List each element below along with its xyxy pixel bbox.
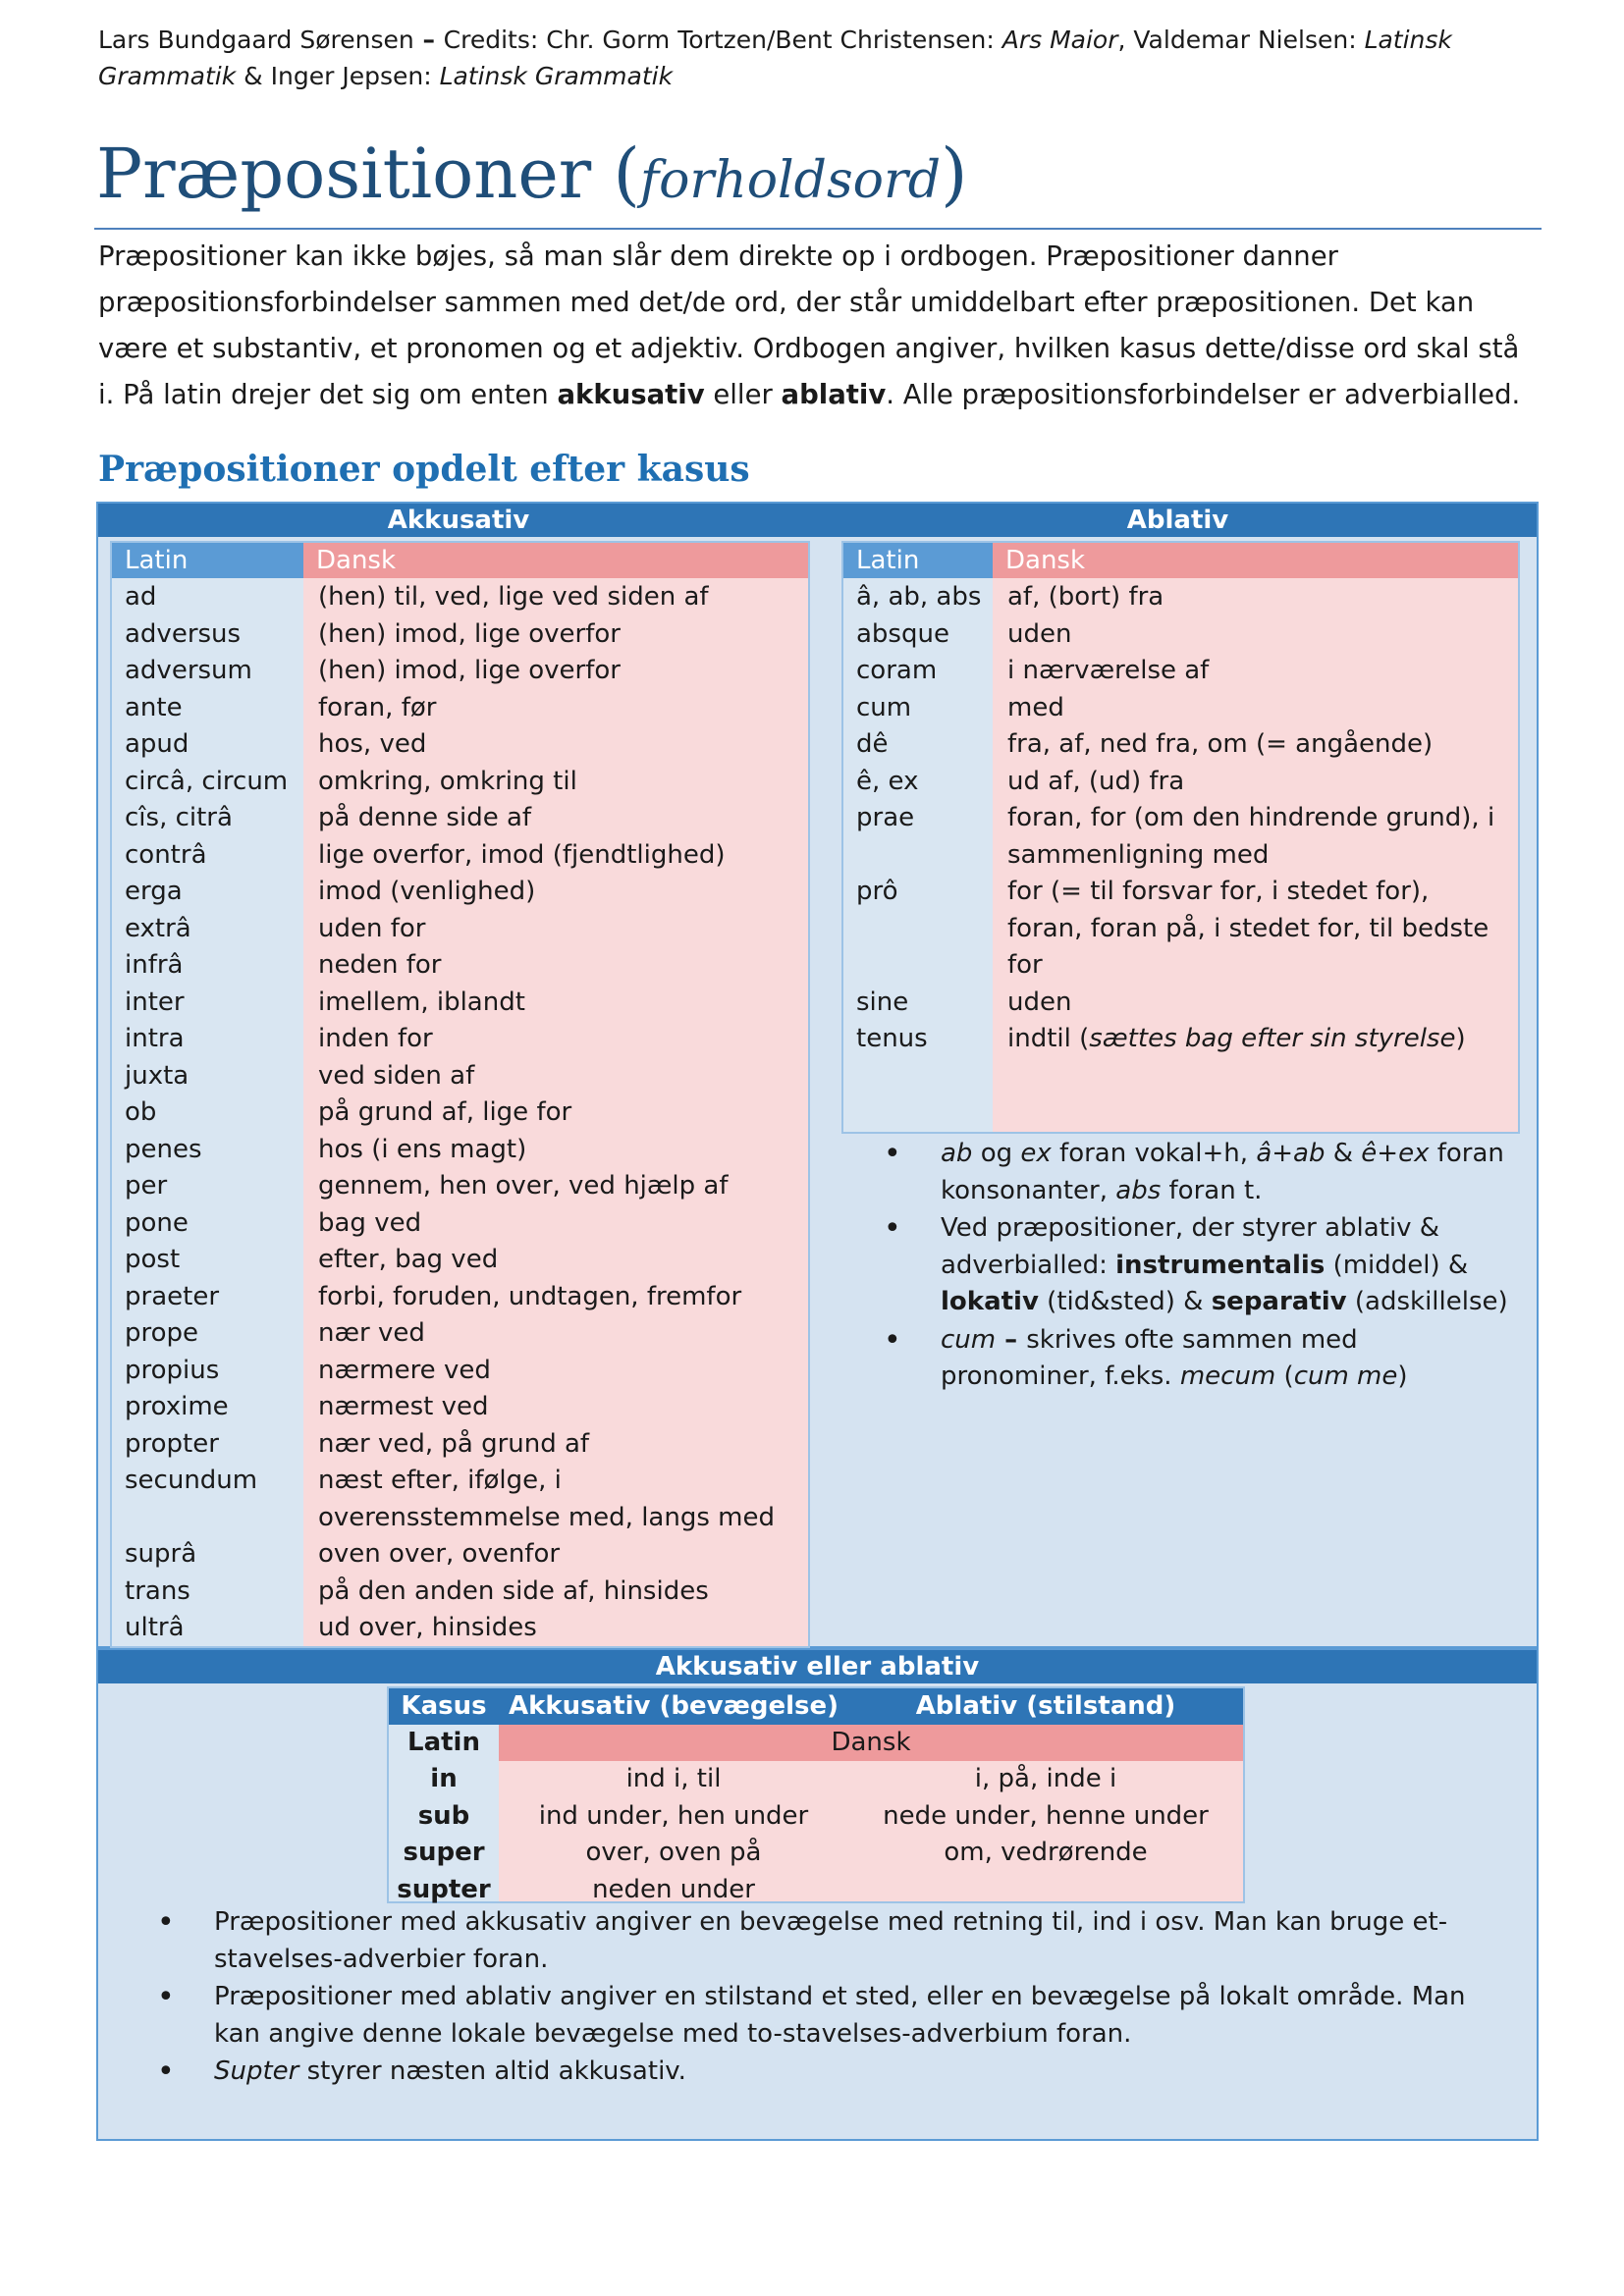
- latin-cell: adversus: [125, 618, 242, 649]
- latin-cell: contrâ: [125, 839, 207, 870]
- dansk-cell: hos (i ens magt): [318, 1134, 527, 1164]
- ablativ-rows: [843, 579, 1518, 1058]
- dansk-cell: uden: [1007, 618, 1072, 649]
- latin-cell: in: [430, 1764, 458, 1793]
- dansk-cell: nærmest ved: [318, 1392, 489, 1421]
- table-row: [112, 837, 808, 875]
- table-row: [843, 764, 1518, 801]
- table-row: [112, 1242, 808, 1279]
- list-item: • ab og ex foran vokal+h, â+ab & ê+ex foran konsonanter, abs foran t.: [884, 1136, 1512, 1209]
- table-row: [843, 874, 1518, 985]
- latin-cell: ob: [125, 1097, 157, 1127]
- dansk-cell: inden for: [318, 1024, 433, 1053]
- table-row: [112, 1021, 808, 1058]
- ablativ-title-bar: Ablativ: [819, 504, 1537, 537]
- work-title: Latinsk Grammatik: [439, 62, 674, 90]
- latin-cell: tenus: [856, 1024, 928, 1053]
- latin-cell: coram: [856, 656, 938, 685]
- akkusativ-column-header: Akkusativ (bevægelse): [508, 1691, 839, 1721]
- table-row: [112, 947, 808, 985]
- dansk-cell: nær ved: [318, 1318, 425, 1348]
- dansk-cell: næst efter, ifølge, i overensstemmelse med, langs med: [318, 1466, 775, 1532]
- table-row: [112, 1279, 808, 1316]
- dansk-cell: uden for: [318, 913, 426, 943]
- page-title: Præpositioner (forholdsord): [96, 133, 968, 214]
- table-row: [112, 1058, 808, 1095]
- latin-cell: apud: [125, 729, 189, 759]
- table-row: [112, 616, 808, 654]
- latin-cell: propius: [125, 1355, 220, 1385]
- latin-cell: ultrâ: [125, 1613, 185, 1642]
- section-heading: Præpositioner opdelt efter kasus: [98, 449, 750, 490]
- ablativ-cell: om, vedrørende: [944, 1838, 1148, 1867]
- latin-cell: extrâ: [125, 913, 191, 943]
- dansk-cell: på grund af, lige for: [318, 1097, 572, 1127]
- dansk-cell: gennem, hen over, ved hjælp af: [318, 1171, 729, 1201]
- dansk-cell: omkring, omkring til: [318, 766, 577, 796]
- table-row: [112, 1132, 808, 1169]
- akkusativ-title-bar: Akkusativ: [98, 504, 819, 537]
- dansk-cell: imellem, iblandt: [318, 987, 525, 1017]
- dansk-cell: indtil (sættes bag efter sin styrelse): [1007, 1024, 1466, 1053]
- latin-column-header: Latin: [112, 543, 303, 578]
- dansk-cell: forbi, foruden, undtagen, fremfor: [318, 1281, 742, 1311]
- latin-cell: pone: [125, 1207, 189, 1238]
- table-row: [112, 690, 808, 727]
- table-row: [112, 653, 808, 690]
- table-row: [389, 1835, 1243, 1871]
- dansk-cell: bag ved: [318, 1207, 422, 1238]
- latin-column-header: Latin: [843, 543, 993, 578]
- credits-line: Lars Bundgaard Sørensen – Credits: Chr. Gorm Tortzen/Bent Christensen: Ars Maior, Valdemar Nielsen: Latinsk Grammatik & Inger Jepsen: Latinsk Grammatik: [98, 26, 1452, 90]
- kasus-column-header: Kasus: [401, 1691, 487, 1721]
- table-row: [112, 579, 808, 616]
- table-row: [389, 1798, 1243, 1835]
- dansk-cell: efter, bag ved: [318, 1245, 499, 1274]
- latin-cell: penes: [125, 1134, 202, 1164]
- dansk-cell: på den anden side af, hinsides: [318, 1575, 709, 1606]
- dansk-cell: nær ved, på grund af: [318, 1428, 590, 1459]
- table-row: [843, 800, 1518, 874]
- table-row: [112, 1389, 808, 1426]
- dansk-cell: foran, før: [318, 692, 437, 722]
- ablativ-notes: [884, 1136, 1512, 1397]
- ablativ-cell: i, på, inde i: [974, 1764, 1117, 1793]
- table-row: [843, 985, 1518, 1022]
- latin-cell: cîs, citrâ: [125, 803, 233, 832]
- ablativ-table: [841, 541, 1520, 1134]
- dansk-subheader: Dansk: [499, 1725, 1243, 1761]
- dansk-cell: ud over, hinsides: [318, 1613, 537, 1642]
- dansk-cell: fra, af, ned fra, om (= angående): [1007, 729, 1434, 759]
- latin-cell: circâ, circum: [125, 766, 289, 796]
- table-row: [843, 726, 1518, 764]
- table-row: [112, 985, 808, 1022]
- akkusativ-cell: ind under, hen under: [538, 1800, 809, 1831]
- table-row: [843, 616, 1518, 654]
- dansk-column-header: Dansk: [303, 543, 808, 578]
- table-row: [112, 911, 808, 948]
- table-row: [112, 1610, 808, 1647]
- dansk-cell: hos, ved: [318, 729, 427, 759]
- table-row: [843, 1021, 1518, 1058]
- ablativ-column-header: Ablativ (stilstand): [915, 1691, 1176, 1721]
- dansk-cell: med: [1007, 692, 1064, 722]
- latin-cell: adversum: [125, 656, 252, 685]
- dansk-cell: for (= til forsvar for, i stedet for), foran, foran på, i stedet for, til bedste for: [1007, 877, 1489, 980]
- list-item: • Præpositioner med ablativ angiver en stilstand et sted, eller en bevægelse på lokalt område. Man kan angive denne lokale bevægelse med to-stavelses-adverbium foran.: [157, 1979, 1512, 2053]
- table-row: [112, 1463, 808, 1536]
- latin-cell: ê, ex: [856, 766, 919, 796]
- page-subtitle: forholdsord: [639, 151, 942, 210]
- latin-cell: ad: [125, 582, 157, 612]
- dansk-cell: i nærværelse af: [1007, 656, 1210, 685]
- dansk-cell: (hen) imod, lige overfor: [318, 618, 621, 649]
- work-title: Ars Maior: [1001, 26, 1118, 54]
- list-item: • Supter styrer næsten altid akkusativ.: [157, 2054, 1512, 2091]
- akkusativ-rows: [112, 579, 808, 1647]
- latin-cell: praeter: [125, 1281, 220, 1311]
- dansk-cell: ved siden af: [318, 1060, 475, 1091]
- table-row: [843, 653, 1518, 690]
- dansk-column-header: Dansk: [993, 543, 1518, 578]
- dansk-cell: nærmere ved: [318, 1355, 491, 1385]
- dansk-cell: uden: [1007, 987, 1072, 1017]
- dansk-cell: af, (bort) fra: [1007, 582, 1164, 612]
- dansk-cell: (hen) imod, lige overfor: [318, 656, 621, 685]
- dansk-cell: (hen) til, ved, lige ved siden af: [318, 582, 709, 612]
- dansk-cell: oven over, ovenfor: [318, 1539, 561, 1569]
- latin-cell: post: [125, 1245, 181, 1274]
- latin-cell: intra: [125, 1024, 185, 1053]
- table-row: [112, 1426, 808, 1464]
- latin-cell: proxime: [125, 1392, 229, 1421]
- latin-cell: erga: [125, 877, 183, 906]
- latin-cell: sub: [417, 1800, 470, 1831]
- akkusativ-table: [110, 541, 810, 1648]
- table-row: [112, 726, 808, 764]
- table-row: [112, 1205, 808, 1243]
- table-row: [112, 1168, 808, 1205]
- latin-cell: ante: [125, 692, 183, 722]
- work-title: Latinsk Grammatik: [98, 26, 1452, 90]
- dansk-cell: lige overfor, imod (fjendtlighed): [318, 839, 726, 870]
- table-row: [112, 874, 808, 911]
- table-row: [112, 1095, 808, 1132]
- latin-cell: prope: [125, 1318, 199, 1348]
- table-row: [389, 1872, 1243, 1908]
- dansk-cell: ud af, (ud) fra: [1007, 766, 1185, 796]
- latin-cell: trans: [125, 1575, 190, 1606]
- table-row: [843, 690, 1518, 727]
- dansk-cell: foran, for (om den hindrende grund), i sammenligning med: [1007, 803, 1495, 870]
- latin-cell: suprâ: [125, 1539, 197, 1569]
- table-row: [112, 1315, 808, 1353]
- akk-abl-table: [387, 1686, 1245, 1903]
- table-row: [389, 1761, 1243, 1797]
- latin-cell: super: [403, 1838, 485, 1867]
- akk-abl-notes: [157, 1904, 1512, 2092]
- latin-cell: secundum: [125, 1466, 258, 1495]
- table-row: [112, 800, 808, 837]
- latin-cell: inter: [125, 987, 185, 1017]
- title-underline: [94, 228, 1542, 230]
- latin-cell: prô: [856, 877, 898, 906]
- latin-cell: dê: [856, 729, 889, 759]
- latin-cell: cum: [856, 692, 912, 722]
- dansk-cell: neden for: [318, 950, 442, 980]
- table-row: [843, 579, 1518, 616]
- list-item: • Præpositioner med akkusativ angiver en bevægelse med retning til, ind i osv. Man kan bruge et-stavelses-adverbier foran.: [157, 1904, 1512, 1978]
- latin-cell: per: [125, 1171, 168, 1201]
- latin-cell: sine: [856, 987, 909, 1017]
- table-row: [112, 1536, 808, 1574]
- table-subheader-row: [389, 1725, 1243, 1761]
- table-row: [112, 1353, 808, 1390]
- dansk-cell: imod (venlighed): [318, 877, 536, 906]
- list-item: • Ved præpositioner, der styrer ablativ & adverbialled: instrumentalis (middel) & lokativ (tid&sted) & separativ (adskillelse): [884, 1210, 1512, 1321]
- latin-cell: juxta: [125, 1060, 189, 1091]
- table-header-row: [389, 1688, 1243, 1725]
- akkusativ-cell: over, oven på: [585, 1838, 762, 1867]
- latin-cell: supter: [397, 1874, 491, 1904]
- akkusativ-cell: neden under: [592, 1874, 755, 1904]
- dansk-cell: på denne side af: [318, 803, 532, 832]
- list-item: • cum – skrives ofte sammen med pronominer, f.eks. mecum (cum me): [884, 1322, 1512, 1396]
- table-row: [112, 764, 808, 801]
- latin-cell: prae: [856, 803, 915, 832]
- table-row: [112, 1574, 808, 1611]
- author: Lars Bundgaard Sørensen: [98, 26, 414, 54]
- latin-cell: infrâ: [125, 950, 184, 980]
- akk-abl-title-bar: Akkusativ eller ablativ: [98, 1650, 1537, 1683]
- akkusativ-cell: ind i, til: [625, 1764, 722, 1793]
- latin-subheader: Latin: [389, 1725, 499, 1761]
- latin-cell: absque: [856, 618, 949, 649]
- latin-cell: â, ab, abs: [856, 582, 982, 612]
- ablativ-cell: nede under, henne under: [883, 1800, 1209, 1831]
- intro-paragraph: Præpositioner kan ikke bøjes, så man slår dem direkte op i ordbogen. Præpositioner danner præpositionsforbindelser sammen med det/de ord, der står umiddelbart efter præpositionen. Det kan være et substantiv, et pronomen og et adjektiv. Ordbogen angiver, hvilken kasus dette/disse ord skal stå i. På latin drejer det sig om enten akkusativ eller ablativ. Alle præpositionsforbindelser er adverbialled.: [98, 240, 1521, 410]
- latin-cell: propter: [125, 1428, 219, 1459]
